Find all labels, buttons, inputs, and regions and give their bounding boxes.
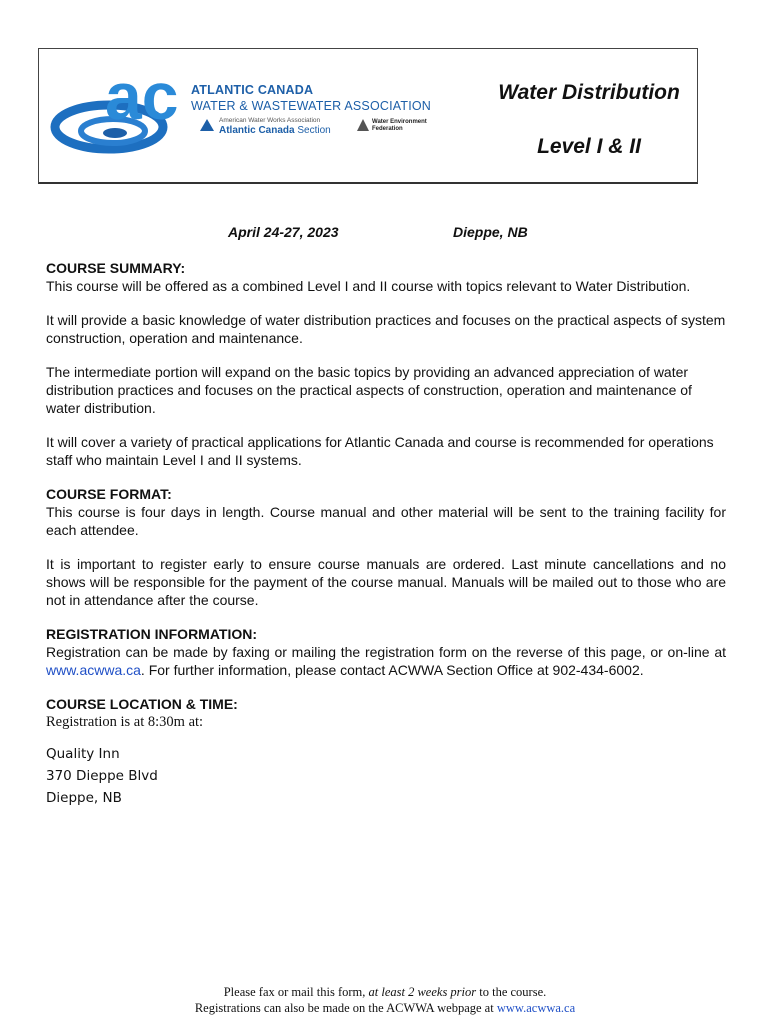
location-heading: COURSE LOCATION & TIME: bbox=[46, 696, 238, 712]
doc-title: Water Distribution bbox=[498, 81, 680, 104]
svg-text:ac: ac bbox=[105, 69, 179, 133]
format-paragraph: This course is four days in length. Course manual and other material will be sent to the training facility for each attendee. bbox=[46, 504, 726, 538]
logo-awwa-text: American Water Works Association bbox=[219, 117, 321, 124]
registration-heading: REGISTRATION INFORMATION: bbox=[46, 626, 258, 642]
format-heading: COURSE FORMAT: bbox=[46, 486, 172, 502]
summary-heading: COURSE SUMMARY: bbox=[46, 260, 186, 276]
registration-time: Registration is at 8:30m at: bbox=[46, 714, 204, 730]
summary-paragraph: The intermediate portion will expand on the basic topics by providing an advanced appreciation of water distribution practices and focuses on the practical aspects of construction, operation and maintenance of water distribution. bbox=[46, 364, 692, 416]
wef-logo-icon bbox=[355, 117, 371, 133]
venue-name: Quality Inn bbox=[46, 746, 120, 762]
footer-website-link[interactable]: www.acwwa.ca bbox=[496, 1001, 576, 1015]
venue-city: Dieppe, NB bbox=[46, 790, 122, 806]
summary-paragraph: This course will be offered as a combined Level I and II course with topics relevant to Water Distribution. bbox=[46, 278, 691, 294]
event-location: Dieppe, NB bbox=[453, 224, 528, 240]
registration-paragraph: Registration can be made by faxing or mailing the registration form on the reverse of this page, or on-line at www.acwwa.ca. For further information, please contact ACWWA Section Office at 902-434-6002. bbox=[46, 644, 726, 678]
footer-line1: Please fax or mail this form, at least 2 weeks prior to the course. bbox=[223, 985, 547, 999]
acwwa-website-link[interactable]: www.acwwa.ca bbox=[46, 662, 141, 678]
wef-logo-text: Water Environment Federation bbox=[372, 119, 427, 132]
header-box bbox=[38, 48, 698, 184]
awwa-logo-icon bbox=[199, 118, 215, 132]
logo-section-text: Atlantic Canada Section bbox=[219, 125, 331, 136]
summary-paragraph: It will provide a basic knowledge of water distribution practices and focuses on the practical aspects of system construction, operation and maintenance. bbox=[46, 312, 726, 346]
summary-paragraph: It will cover a variety of practical applications for Atlantic Canada and course is recommended for operations staff who maintain Level I and II systems. bbox=[46, 434, 714, 468]
event-date: April 24-27, 2023 bbox=[228, 224, 339, 240]
logo-title-atlantic: ATLANTIC CANADA bbox=[191, 83, 314, 97]
format-paragraph: It is important to register early to ensure course manuals are ordered. Last minute cancellations and no shows will be responsible for the payment of the course manual. Manuals will be mailed out to those who are not in attendance after the course. bbox=[46, 556, 726, 608]
logo-title-association: WATER & WASTEWATER ASSOCIATION bbox=[191, 99, 432, 113]
venue-address bbox=[46, 743, 726, 809]
venue-street: 370 Dieppe Blvd bbox=[46, 768, 158, 784]
document-body bbox=[46, 259, 726, 809]
doc-subtitle: Level I & II bbox=[537, 135, 641, 158]
footer-line2: Registrations can also be made on the ACWWA webpage at www.acwwa.ca bbox=[194, 1001, 576, 1015]
